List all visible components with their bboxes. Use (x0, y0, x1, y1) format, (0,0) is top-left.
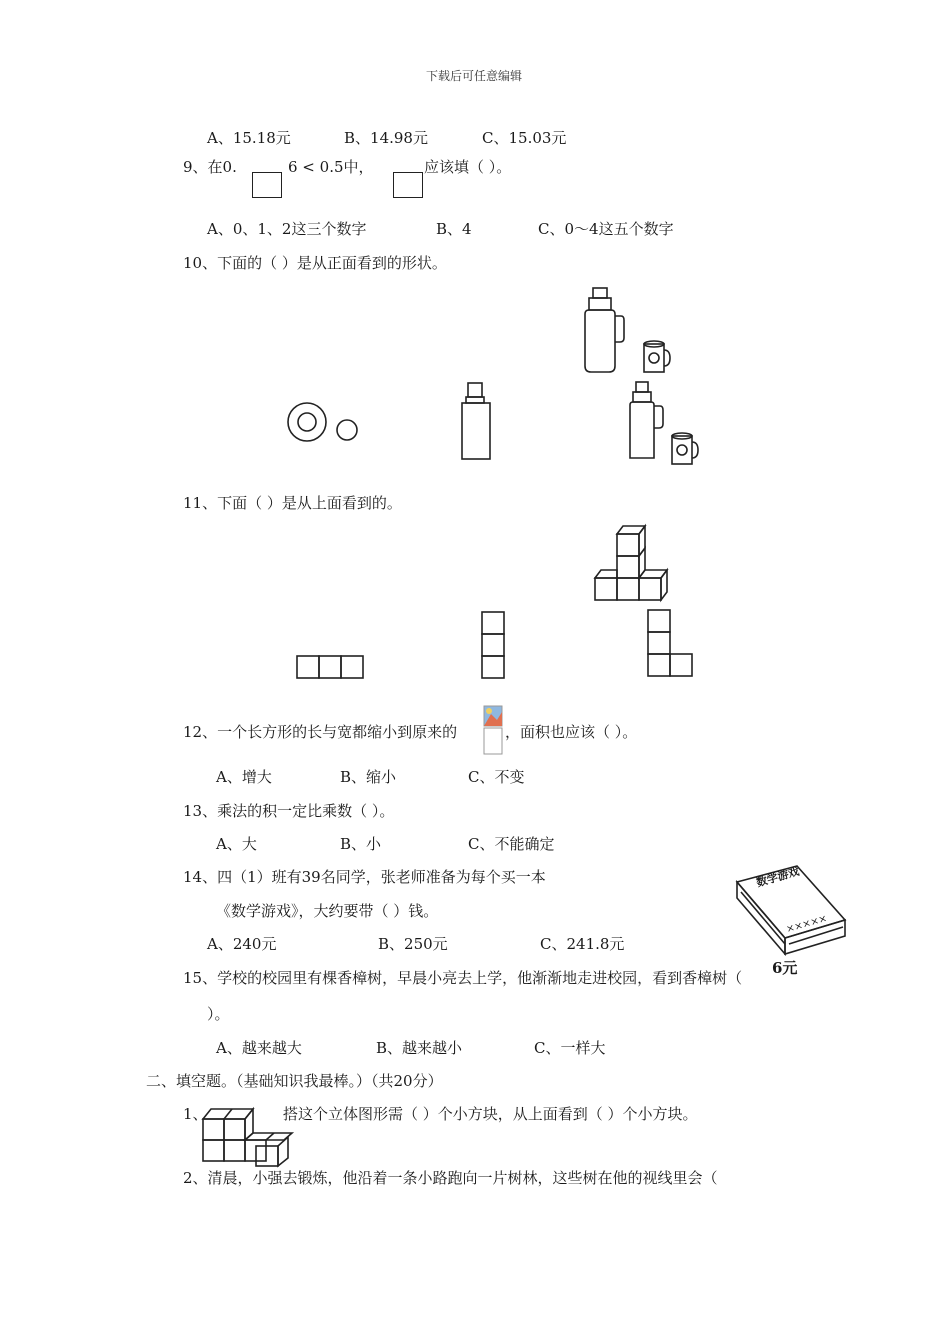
q13-question: 13、乘法的积一定比乘数（ ）。 (183, 802, 395, 820)
page-header: 下载后可任意编辑 (426, 69, 523, 83)
q15-option-a: A、越来越大 (216, 1039, 302, 1057)
q11-question: 11、下面（ ）是从上面看到的。 (183, 494, 402, 512)
q14-option-b: B、250元 (378, 935, 448, 953)
f2-question: 2、清晨，小强去锻炼，他沿着一条小路跑向一片树林，这些树在他的视线里会（ (183, 1169, 718, 1187)
q9-blank-box-1 (252, 172, 282, 198)
q13-option-a: A、大 (216, 835, 257, 853)
q15-option-c: C、一样大 (534, 1039, 606, 1057)
q14-option-c: C、241.8元 (540, 935, 625, 953)
q10-option-c-figure (624, 380, 704, 470)
q11-option-b-figure (481, 611, 507, 681)
q8-option-c: C、15.03元 (482, 129, 567, 147)
q12-option-a: A、增大 (216, 768, 272, 786)
q11-option-a-figure (296, 655, 366, 681)
q9-prefix: 9、在0. (183, 158, 237, 176)
q8-option-b: B、14.98元 (344, 129, 428, 147)
q10-option-b-figure (458, 382, 494, 462)
q9-option-a: A、0、1、2这三个数字 (207, 220, 367, 238)
q9-option-c: C、0～4这五个数字 (538, 220, 674, 238)
q9-mid: 6 < 0.5中， (288, 158, 374, 176)
q9-option-b: B、4 (436, 220, 472, 238)
section2-title: 二、填空题。（基础知识我最棒。）（共20分） (146, 1072, 443, 1090)
q11-option-c-figure (647, 609, 697, 681)
q10-option-a-figure (286, 402, 366, 446)
q9-suffix: 应该填（ ）。 (424, 158, 512, 176)
q13-option-c: C、不能确定 (468, 835, 555, 853)
q15-question-line1: 15、学校的校园里有棵香樟树，早晨小亮去上学，他渐渐地走进校园，看到香樟树（ (183, 969, 743, 987)
q15-option-b: B、越来越小 (376, 1039, 463, 1057)
q12-option-c: C、不变 (468, 768, 525, 786)
q14-option-a: A、240元 (207, 935, 277, 953)
q10-thermos-cup-figure (578, 286, 678, 386)
q12-question-part2: ，面积也应该（ ）。 (505, 723, 638, 741)
q13-option-b: B、小 (340, 835, 382, 853)
book-title: 数学游戏 (754, 864, 801, 890)
q14-question-line1: 14、四（1）班有39名同学，张老师准备为每个买一本 (183, 868, 546, 886)
q10-question: 10、下面的（ ）是从正面看到的形状。 (183, 254, 447, 272)
f1-cube-figure (200, 1106, 296, 1168)
book-stars: ××××× (785, 913, 829, 936)
q14-question-line2: 《数学游戏》，大约要带（ ）钱。 (216, 902, 439, 920)
q9-blank-box-2 (393, 172, 423, 198)
f1-number: 1、 (183, 1105, 208, 1123)
q11-cube-figure (594, 524, 676, 604)
q15-question-line2: ）。 (207, 1005, 230, 1023)
book-price: 6元 (772, 959, 798, 977)
q12-question-part1: 12、一个长方形的长与宽都缩小到原来的 (183, 723, 458, 741)
q8-option-a: A、15.18元 (207, 129, 291, 147)
f1-question: 搭这个立体图形需（ ）个小方块，从上面看到（ ）个小方块。 (283, 1105, 698, 1123)
q12-fraction-image (483, 704, 503, 756)
q12-option-b: B、缩小 (340, 768, 397, 786)
